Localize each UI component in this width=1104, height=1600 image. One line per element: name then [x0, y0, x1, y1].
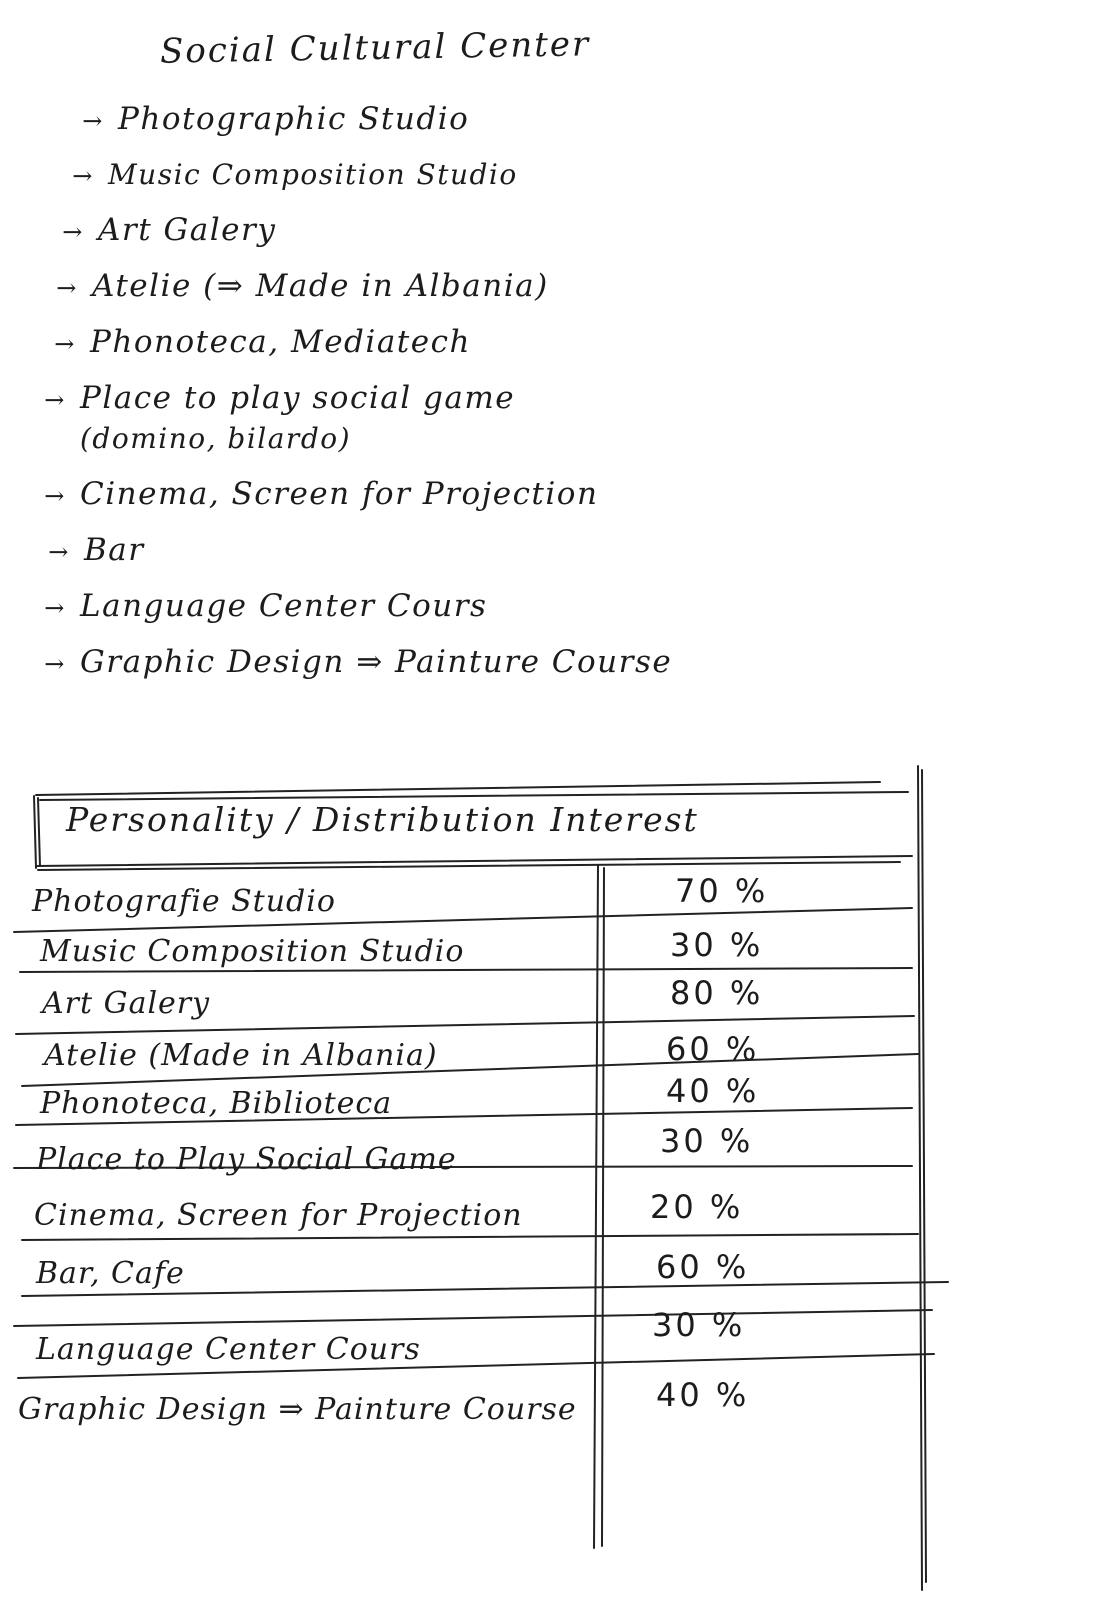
list-item-text: Language Center Cours	[80, 588, 488, 624]
arrow-icon: →	[54, 330, 76, 358]
arrow-icon: →	[56, 274, 78, 302]
list-item-text: Graphic Design ⇒ Painture Course	[80, 644, 673, 680]
arrow-icon: →	[82, 107, 104, 135]
arrow-icon: →	[48, 538, 70, 566]
table-row-label: Bar, Cafe	[36, 1256, 185, 1291]
list-item-text: Bar	[84, 532, 145, 568]
table-row-label: Cinema, Screen for Projection	[34, 1198, 523, 1233]
list-item-text: Atelie (⇒ Made in Albania)	[92, 268, 549, 304]
list-item-text: Cinema, Screen for Projection	[80, 476, 599, 512]
list-item-text: Place to play social game	[80, 380, 516, 416]
table-row-label: Language Center Cours	[36, 1332, 421, 1367]
table-row-value: 30 %	[660, 1122, 754, 1160]
table-row-label: Place to Play Social Game	[36, 1142, 457, 1177]
arrow-icon: →	[44, 650, 66, 678]
table-row-value: 40 %	[666, 1072, 760, 1110]
arrow-icon: →	[62, 218, 84, 246]
page-title: Social Cultural Center	[159, 24, 591, 72]
arrow-icon: →	[72, 162, 94, 190]
table-row-value: 30 %	[652, 1306, 746, 1344]
table-row-label: Graphic Design ⇒ Painture Course	[18, 1392, 577, 1427]
table-row-label: Music Composition Studio	[40, 934, 465, 969]
list-item-text: Music Composition Studio	[108, 158, 518, 191]
table-row-value: 40 %	[656, 1376, 750, 1414]
table-row-value: 60 %	[666, 1030, 760, 1068]
list-item-subtext: (domino, bilardo)	[80, 422, 352, 455]
table-row-value: 70 %	[675, 872, 769, 910]
table-row-label: Phonoteca, Biblioteca	[40, 1086, 393, 1121]
arrow-icon: →	[44, 482, 66, 510]
arrow-icon: →	[44, 386, 66, 414]
table-row-label: Photografie Studio	[32, 884, 336, 919]
table-row-label: Atelie (Made in Albania)	[44, 1038, 438, 1073]
list-item-text: Phonoteca, Mediatech	[90, 324, 471, 360]
list-item-text: Art Galery	[98, 212, 277, 248]
table-row-value: 60 %	[656, 1248, 750, 1286]
table-row-value: 20 %	[650, 1188, 744, 1226]
table-header: Personality / Distribution Interest	[66, 800, 699, 839]
table-row-label: Art Galery	[42, 986, 211, 1021]
table-row-value: 80 %	[670, 974, 764, 1012]
list-item-text: Photographic Studio	[118, 101, 470, 137]
arrow-icon: →	[44, 594, 66, 622]
table-row-value: 30 %	[670, 926, 764, 964]
